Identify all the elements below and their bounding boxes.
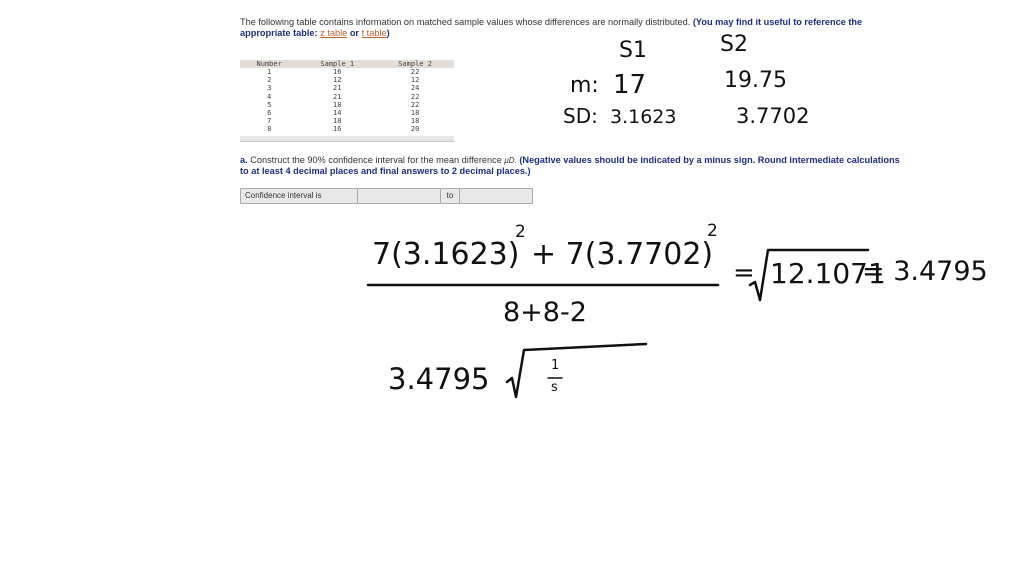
hw-numerator-a: 7(3.1623) <box>372 237 520 272</box>
part-a-prompt: a. Construct the 90% confidence interval for the mean difference μD. (Negative values should be indicated by a minus sign. Round intermediate calculations to at least 4 decimal places and final answers to 2 decimal places.) <box>240 155 900 176</box>
ci-label: Confidence interval is <box>241 189 358 203</box>
table-row: 1 16 22 <box>267 68 420 76</box>
header-number: Number <box>240 60 298 68</box>
ci-to-label: to <box>441 189 460 203</box>
hw-exp-2: 2 <box>707 221 718 241</box>
header-sample-2: Sample 2 <box>376 60 454 68</box>
hw-denominator: 8+8-2 <box>503 297 587 328</box>
hw-m2: 19.75 <box>724 68 787 93</box>
hw-frac-den: s <box>551 380 558 395</box>
hw-numerator-b: + 7(3.7702) <box>531 237 714 272</box>
hw-frac-num: 1 <box>551 358 560 373</box>
hw-exp-1: 2 <box>515 222 526 242</box>
table-row: 8 16 20 <box>267 125 420 134</box>
mu-d-symbol: μD. <box>504 156 517 165</box>
question-hint: (You may find it useful to reference the appropriate table: z table or t table) <box>240 17 863 38</box>
sqrt-sign-2 <box>507 344 646 397</box>
hw-line2-coef: 3.4795 <box>388 362 490 396</box>
hw-result: = 3.4795 <box>862 256 988 287</box>
header-sample-1: Sample 1 <box>298 60 376 68</box>
table-row: 7 18 18 <box>267 117 420 126</box>
hw-s2-label: S2 <box>720 32 748 57</box>
table-row: 6 14 18 <box>267 109 420 118</box>
part-a-instructions: (Negative values should be indicated by a minus sign. Round intermediate calculations to at least 4 decimal places and final answers to 2 decimal places.) <box>240 155 900 176</box>
hw-s1-label: S1 <box>619 38 647 63</box>
table-row: 5 18 22 <box>267 100 420 109</box>
hw-m1: 17 <box>613 70 647 100</box>
hw-equals: = <box>733 258 755 288</box>
table-row: 3 21 24 <box>267 84 420 93</box>
table-row: 4 21 22 <box>267 92 420 101</box>
t-table-link[interactable]: t table <box>361 28 387 38</box>
hw-sqrt-value: 12.1071 <box>770 257 886 290</box>
question-intro: The following table contains information on matched sample values whose differences are normally distributed. <box>240 17 691 27</box>
hw-sd-label: SD: <box>563 104 598 128</box>
hw-sd2: 3.7702 <box>736 104 810 128</box>
table-row: 2 12 12 <box>267 76 420 85</box>
z-table-link[interactable]: z table <box>320 28 348 38</box>
hw-sd1: 3.1623 <box>610 106 677 128</box>
hw-m-label: m: <box>570 73 599 98</box>
sqrt-sign <box>750 250 868 300</box>
